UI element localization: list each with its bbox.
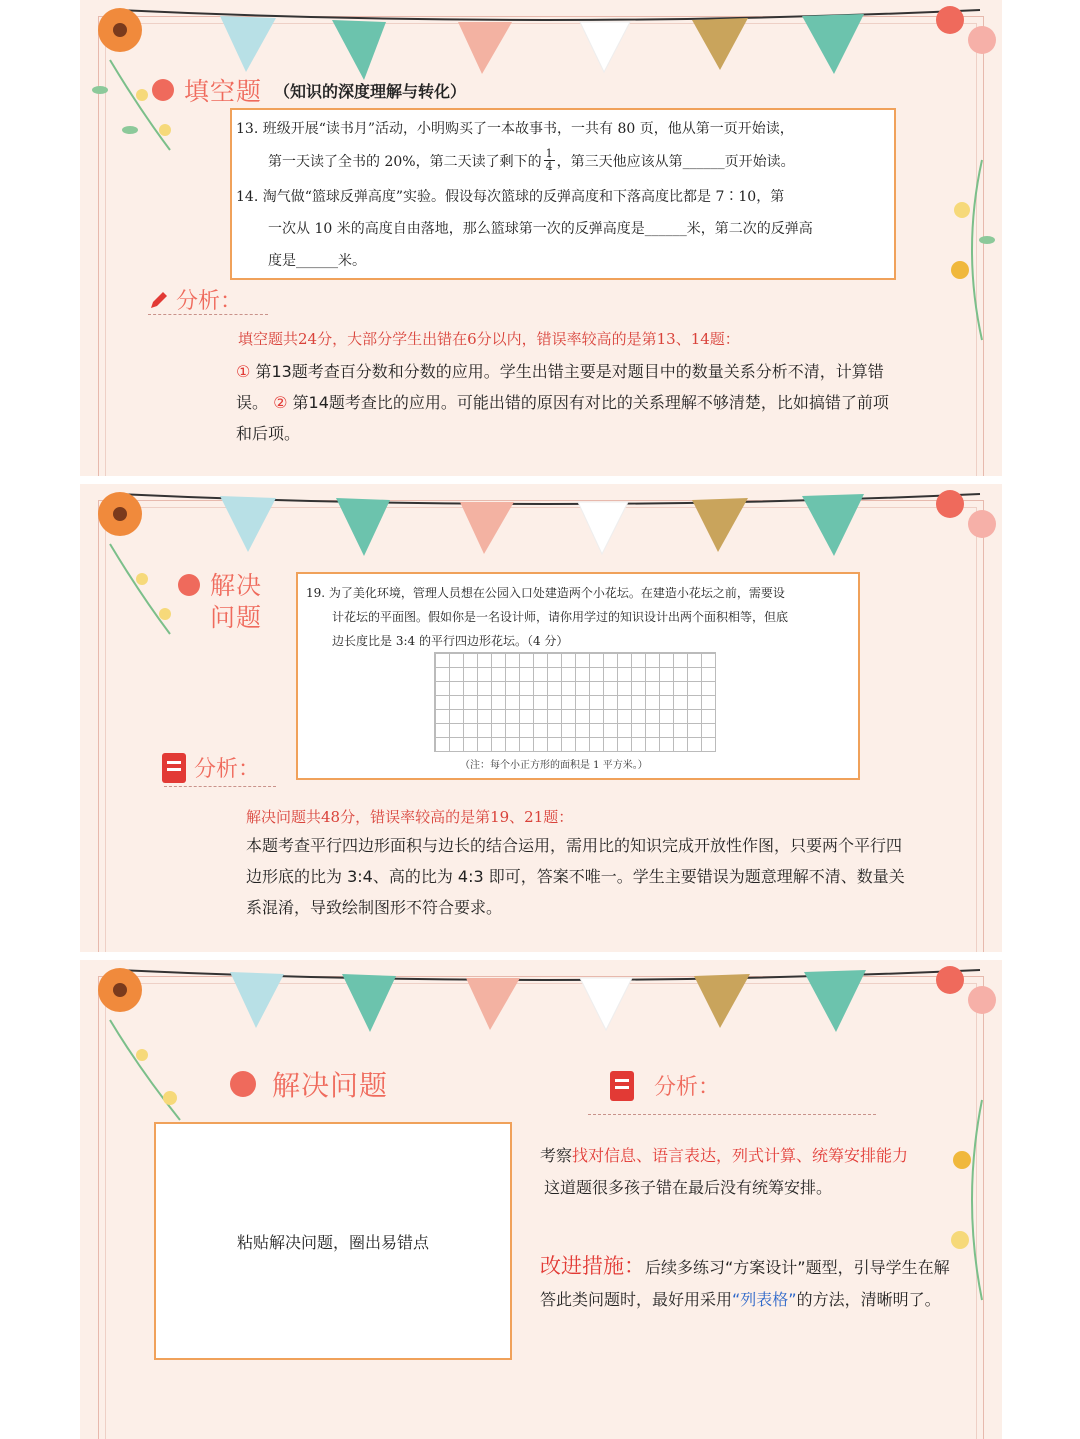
improvement-text-b: 的方法，清晰明了。: [796, 1290, 941, 1309]
q13-line2: [268, 148, 795, 173]
analysis-lead: 解决问题共48分，错误率较高的是第19、21题：: [246, 808, 574, 826]
q14-line1: 14. 淘气做“篮球反弹高度”实验。假设每次篮球的反弹高度和下落高度比都是 7∶10，第: [236, 189, 785, 205]
section-subtitle: （知识的深度理解与转化）: [274, 81, 467, 101]
pencil-icon: [148, 289, 170, 311]
flower-decoration-left: [80, 960, 200, 1130]
flower-decoration-right: [920, 484, 1002, 554]
analysis-label: [148, 284, 242, 315]
question-box: [230, 108, 896, 280]
q13-line2a: 第一天读了全书的 20%，第二天读了剩下的: [268, 153, 542, 170]
improvement-label: 改进措施：: [540, 1254, 645, 1278]
analysis-line2: 这道题很多孩子错在最后没有统筹安排。: [544, 1178, 833, 1197]
document-icon: [162, 753, 186, 783]
flower-decoration-left: [80, 484, 190, 644]
analysis-label-text: 分析：: [176, 289, 243, 314]
header-dot-icon: [230, 1071, 256, 1097]
question-box: [296, 572, 860, 780]
fraction-denominator: 4: [545, 160, 553, 173]
analysis-label: [610, 1070, 720, 1101]
analysis-label: [162, 752, 260, 783]
section-title: 填空题: [184, 77, 263, 106]
panel-problem-solving-2: [80, 960, 1002, 1439]
q19-line1: 19. 为了美化环境，管理人员想在公园入口处建造两个小花坛。在建造小花坛之前，需要设: [306, 586, 785, 600]
analysis-divider: [588, 1114, 876, 1115]
analysis-divider: [148, 314, 268, 315]
header-dot-icon: [152, 79, 174, 101]
bunting-decoration: [80, 960, 1002, 1070]
analysis-body-a: 第13题考查百分数和分数的应用。学生出错主要是对题目中的数量关系分析不清，计算错误。: [236, 362, 884, 412]
analysis-label-text: 分析：: [654, 1075, 721, 1100]
improvement-text-a: 后续多练习“方案设计”题型，引导学生在解答此类问题时，最好用采用: [540, 1258, 950, 1309]
square-grid: [434, 652, 716, 752]
paste-placeholder-box: [154, 1122, 512, 1360]
leaf-decoration-right: [932, 150, 1002, 350]
section-title-line2: 问题: [210, 603, 263, 632]
q13-line1: 13. 班级开展“读书月”活动，小明购买了一本故事书，一共有 80 页，他从第一页开始读，: [236, 121, 794, 137]
q19-line2: 计花坛的平面图。假如你是一名设计师，请你用学过的知识设计出两个面积相等，但底: [332, 610, 789, 624]
flower-decoration-right: [920, 0, 1002, 70]
analysis-body: [236, 356, 902, 449]
grid-note: （注：每个小正方形的面积是 1 平方米。）: [460, 760, 648, 771]
improvement-block: [540, 1250, 950, 1316]
section-title-line1: 解决: [210, 571, 263, 600]
panel-fill-blank: [80, 0, 1002, 476]
section-title: 解决问题: [272, 1069, 389, 1102]
section-header: [230, 1064, 388, 1104]
analysis-label-text: 分析：: [194, 757, 261, 782]
flower-decoration-right: [920, 960, 1002, 1030]
paste-placeholder-text: 粘贴解决问题，圈出易错点: [236, 1232, 429, 1252]
section-header: [152, 72, 466, 108]
analysis-lead: 填空题共24分，大部分学生出错在6分以内，错误率较高的是第13、14题：: [238, 330, 740, 348]
q14-line2: 一次从 10 米的高度自由落地，那么篮球第一次的反弹高度是______米，第二次的反弹高: [268, 221, 813, 237]
fraction-numerator: 1: [545, 147, 553, 160]
analysis-body-b: 第14题考查比的应用。可能出错的原因有对比的关系理解不够清楚，比如搞错了前项和后项。: [236, 393, 889, 443]
q13-fraction: [544, 148, 555, 173]
q14-line3: 度是______米。: [268, 253, 366, 269]
circle-mark-1: ①: [236, 362, 251, 381]
document-icon: [610, 1071, 634, 1101]
analysis-line1-prefix: 考察: [540, 1146, 573, 1165]
analysis-body: 本题考查平行四边形面积与边长的结合运用，需用比的知识完成开放性作图，只要两个平行四边形底的比为 3:4、高的比为 4:3 即可，答案不唯一。学生主要错误为题意理解不清、数量关系混淆，导致绘制图形不符合要求。: [246, 836, 905, 917]
analysis-line1-highlight: 找对信息、语言表达，列式计算、统筹安排能力: [572, 1146, 909, 1165]
section-title: [210, 570, 262, 634]
q19-line3: 边长度比是 3:4 的平行四边形花坛。（4 分）: [332, 634, 569, 648]
analysis-divider: [164, 786, 276, 787]
circle-mark-2: ②: [273, 393, 288, 412]
q13-line2b: ，第三天他应该从第______页开始读。: [556, 153, 795, 170]
header-dot-icon: [178, 574, 200, 596]
section-header: [178, 570, 262, 634]
improvement-highlight: “列表格”: [732, 1290, 797, 1309]
analysis-line1: [540, 1140, 960, 1171]
panel-problem-solving: [80, 484, 1002, 952]
